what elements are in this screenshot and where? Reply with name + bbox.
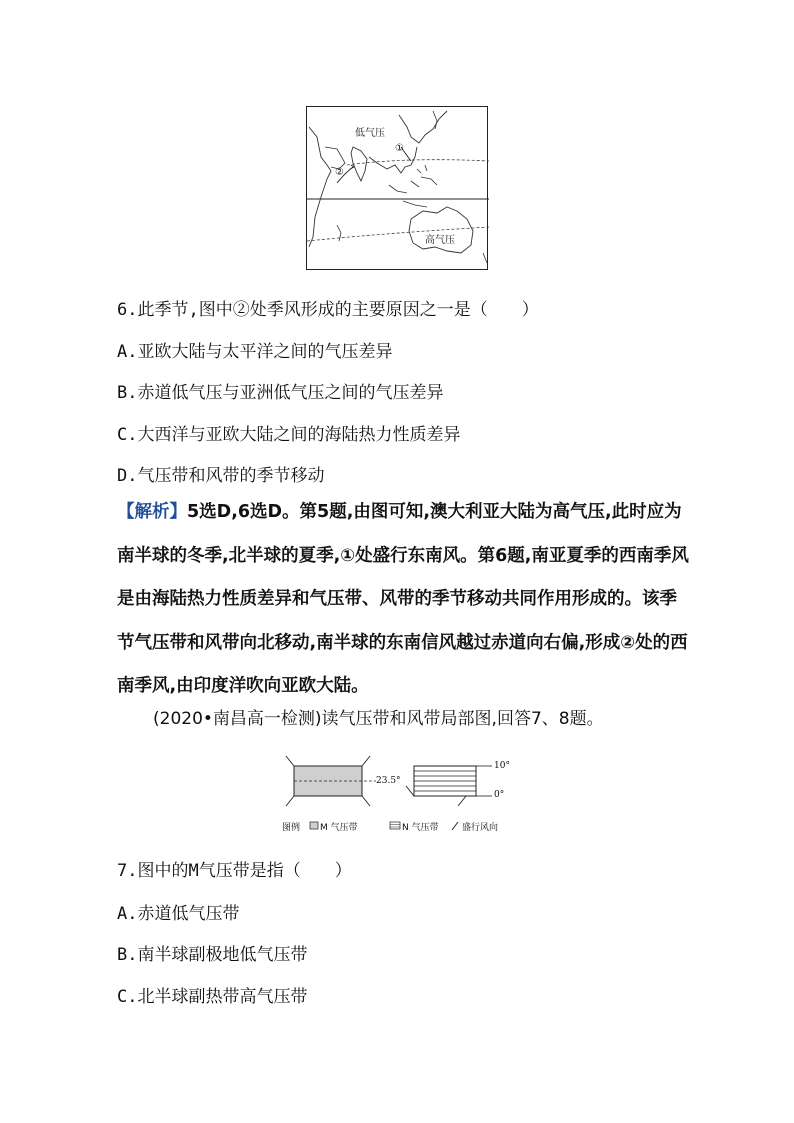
marker-1: ① — [395, 143, 404, 154]
q7-option-a: A.赤道低气压带 — [117, 904, 240, 924]
analysis-text: 5选D,6选D。第5题,由图可知,澳大利亚大陆为高气压,此时应为南半球的冬季,北半球的夏季,①处盛行东南风。第6题,南亚夏季的西南季风是由海陆热力性质差异和气压带、风带的季节移动共同作用形成的。该季节气压带和风带向北移动,南半球的东南信风越过赤道向右偏,形成②处的西南季风,由印度洋吹向亚欧大陆。 — [117, 502, 689, 696]
africa-coast — [309, 127, 331, 247]
low-pressure-label: 低气压 — [355, 128, 385, 139]
q6-option-a: A.亚欧大陆与太平洋之间的气压差异 — [117, 342, 393, 362]
m-latitude-label: 23.5° — [376, 776, 401, 786]
new-zealand — [483, 253, 487, 263]
legend-wind-label: 盛行风向 — [462, 823, 499, 833]
monsoon-map — [306, 106, 488, 270]
marker-2: ② — [335, 167, 344, 178]
q6-stem: 6.此季节,图中②处季风形成的主要原因之一是（ ） — [117, 300, 539, 320]
analysis-paragraph — [117, 491, 692, 709]
philippines — [417, 165, 427, 173]
map-drawing — [307, 107, 489, 271]
high-pressure-label: 高气压 — [425, 235, 455, 246]
n-bottom-latitude-label: 0° — [494, 790, 505, 800]
islands — [389, 177, 437, 207]
q6-option-d: D.气压带和风带的季节移动 — [117, 466, 325, 486]
india-coast — [351, 147, 367, 181]
australia-coast — [409, 207, 473, 253]
question-intro: (2020•南昌高一检测)读气压带和风带局部图,回答7、8题。 — [153, 709, 604, 729]
legend-m-swatch — [310, 822, 318, 829]
n-top-latitude-label: 10° — [494, 761, 510, 771]
legend-prefix: 图例 — [282, 823, 301, 833]
q7-option-c: C.北半球副热带高气压带 — [117, 987, 308, 1007]
pressure-belt-diagram — [280, 752, 520, 836]
q6-option-c: C.大西洋与亚欧大陆之间的海陆热力性质差异 — [117, 425, 461, 445]
madagascar — [337, 225, 341, 241]
q7-stem: 7.图中的M气压带是指（ ） — [117, 861, 352, 881]
q6-option-b: B.赤道低气压与亚洲低气压之间的气压差异 — [117, 383, 444, 403]
legend-n-swatch — [390, 822, 400, 829]
analysis-tag: 【解析】 — [117, 502, 187, 522]
q7-option-b: B.南半球副极地低气压带 — [117, 945, 308, 965]
dashed-line-north — [347, 160, 489, 165]
legend-wind-arrow — [452, 822, 458, 830]
legend-n-label: N 气压带 — [402, 823, 439, 833]
east-asia-coast — [399, 111, 447, 143]
dashed-line-south — [307, 227, 489, 241]
legend-m-label: M 气压带 — [320, 823, 358, 833]
